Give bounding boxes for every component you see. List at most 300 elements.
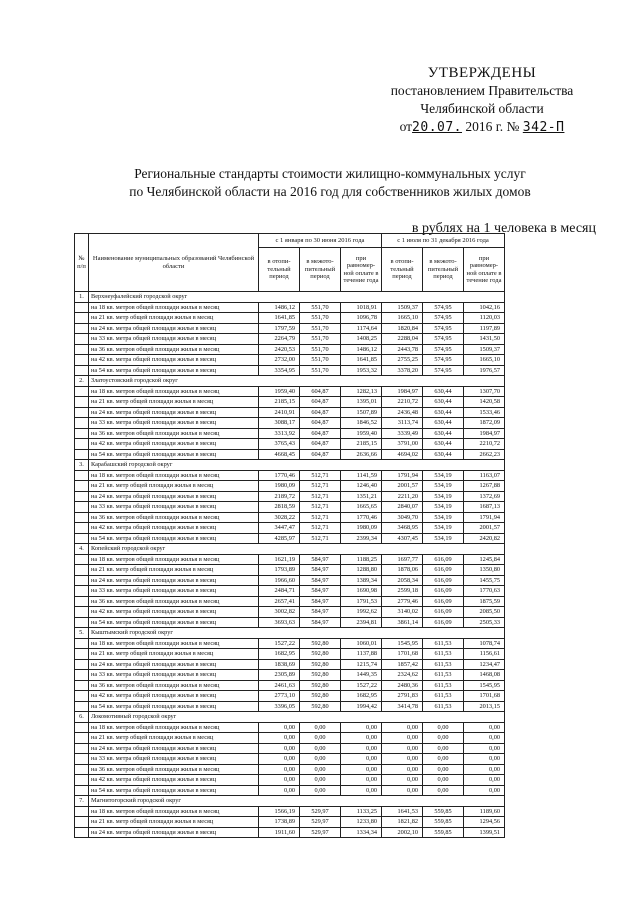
value-cell: 2264,79 [259, 334, 300, 345]
row-number-cell [75, 722, 89, 733]
value-cell: 0,00 [464, 733, 505, 744]
table-row [75, 743, 505, 754]
group-row [75, 796, 505, 807]
date-prefix: от [399, 119, 413, 134]
row-number-cell [75, 659, 89, 670]
value-cell: 592,80 [300, 670, 341, 681]
group-row [75, 712, 505, 723]
value-cell: 611,53 [423, 670, 464, 681]
value-cell: 1420,58 [464, 397, 505, 408]
value-cell: 0,00 [464, 785, 505, 796]
value-cell: 592,80 [300, 659, 341, 670]
value-cell: 559,85 [423, 817, 464, 828]
value-cell: 630,44 [423, 407, 464, 418]
value-cell: 1468,08 [464, 670, 505, 681]
value-cell: 2443,78 [382, 344, 423, 355]
value-cell: 3414,78 [382, 701, 423, 712]
value-cell: 0,00 [300, 754, 341, 765]
table-row [75, 817, 505, 828]
value-cell: 1245,84 [464, 554, 505, 565]
row-label: на 33 кв. метра общей площади жилья в месяц [89, 670, 259, 681]
group-number: 7. [75, 796, 89, 807]
value-cell: 2461,63 [259, 680, 300, 691]
value-cell: 1875,59 [464, 596, 505, 607]
value-cell: 2013,15 [464, 701, 505, 712]
value-cell: 1188,25 [341, 554, 382, 565]
row-number-cell [75, 365, 89, 376]
value-cell: 1096,78 [341, 313, 382, 324]
value-cell: 551,70 [300, 344, 341, 355]
date-value: 20.07. [412, 120, 463, 135]
table-row [75, 659, 505, 670]
table-row [75, 439, 505, 450]
approval-issuer: постановлением Правительства [390, 83, 574, 98]
row-label: на 18 кв. метров общей площади жилья в месяц [89, 302, 259, 313]
table-row [75, 407, 505, 418]
row-label: на 21 кв. метр общей площади жилья в месяц [89, 313, 259, 324]
value-cell: 3140,02 [382, 607, 423, 618]
value-cell: 1697,77 [382, 554, 423, 565]
row-number-cell [75, 701, 89, 712]
table-row [75, 775, 505, 786]
value-cell: 1872,09 [464, 418, 505, 429]
value-cell: 2480,36 [382, 680, 423, 691]
group-name: Магнитогорский городской округ [89, 796, 505, 807]
value-cell: 1797,59 [259, 323, 300, 334]
value-cell: 0,00 [300, 743, 341, 754]
value-cell: 2189,72 [259, 491, 300, 502]
group-name: Карабашский городской округ [89, 460, 505, 471]
value-cell: 592,80 [300, 649, 341, 660]
value-cell: 584,97 [300, 575, 341, 586]
value-cell: 1665,10 [382, 313, 423, 324]
table-row [75, 638, 505, 649]
value-cell: 3028,22 [259, 512, 300, 523]
value-cell: 1233,80 [341, 817, 382, 828]
value-cell: 534,19 [423, 491, 464, 502]
value-cell: 1791,53 [341, 596, 382, 607]
row-label: на 36 кв. метров общей площади жилья в месяц [89, 512, 259, 523]
row-number-cell [75, 355, 89, 366]
table-row [75, 754, 505, 765]
value-cell: 1770,46 [341, 512, 382, 523]
table-row [75, 565, 505, 576]
table-row [75, 670, 505, 681]
value-cell: 1791,94 [464, 512, 505, 523]
group-row [75, 376, 505, 387]
value-cell: 1641,53 [382, 806, 423, 817]
value-cell: 1770,63 [464, 586, 505, 597]
value-cell: 1189,60 [464, 806, 505, 817]
value-cell: 1156,61 [464, 649, 505, 660]
row-label: на 21 кв. метр общей площади жилья в месяц [89, 649, 259, 660]
value-cell: 534,19 [423, 523, 464, 534]
value-cell: 1878,06 [382, 565, 423, 576]
table-row [75, 365, 505, 376]
value-cell: 616,09 [423, 554, 464, 565]
value-cell: 3468,95 [382, 523, 423, 534]
value-cell: 1980,09 [341, 523, 382, 534]
row-number-cell [75, 397, 89, 408]
value-cell: 1137,88 [341, 649, 382, 660]
value-cell: 1533,46 [464, 407, 505, 418]
value-cell: 1042,16 [464, 302, 505, 313]
value-cell: 1911,60 [259, 827, 300, 838]
row-label: на 18 кв. метров общей площади жилья в месяц [89, 386, 259, 397]
group-number: 6. [75, 712, 89, 723]
approval-date-line [372, 118, 592, 137]
value-cell: 2732,00 [259, 355, 300, 366]
row-number-cell [75, 302, 89, 313]
value-cell: 3354,95 [259, 365, 300, 376]
row-label: на 42 кв. метра общей площади жилья в месяц [89, 523, 259, 534]
value-cell: 1215,74 [341, 659, 382, 670]
value-cell: 2185,15 [259, 397, 300, 408]
row-number-cell [75, 607, 89, 618]
value-cell: 611,53 [423, 691, 464, 702]
row-label: на 18 кв. метров общей площади жилья в месяц [89, 806, 259, 817]
value-cell: 604,87 [300, 439, 341, 450]
row-number-cell [75, 344, 89, 355]
value-cell: 1953,32 [341, 365, 382, 376]
table-row [75, 418, 505, 429]
value-cell: 1509,37 [464, 344, 505, 355]
value-cell: 604,87 [300, 397, 341, 408]
table-row [75, 428, 505, 439]
value-cell: 2210,72 [382, 397, 423, 408]
value-cell: 574,95 [423, 313, 464, 324]
row-number-cell [75, 439, 89, 450]
value-cell: 604,87 [300, 418, 341, 429]
row-label: на 21 кв. метр общей площади жилья в месяц [89, 733, 259, 744]
value-cell: 0,00 [259, 743, 300, 754]
value-cell: 0,00 [382, 733, 423, 744]
value-cell: 512,71 [300, 523, 341, 534]
value-cell: 1060,01 [341, 638, 382, 649]
title-line-1: Региональные стандарты стоимости жилищно-коммунальных услуг [134, 166, 526, 181]
value-cell: 2436,48 [382, 407, 423, 418]
value-cell: 0,00 [464, 764, 505, 775]
row-label: на 21 кв. метр общей площади жилья в месяц [89, 481, 259, 492]
table-row [75, 701, 505, 712]
value-cell: 529,97 [300, 806, 341, 817]
value-cell: 534,19 [423, 512, 464, 523]
table-row [75, 481, 505, 492]
row-label: на 18 кв. метров общей площади жилья в месяц [89, 722, 259, 733]
value-cell: 0,00 [382, 743, 423, 754]
row-number-cell [75, 733, 89, 744]
table-row [75, 607, 505, 618]
row-label: на 18 кв. метров общей площади жилья в месяц [89, 470, 259, 481]
group-name: Верхнеуфалейский городской округ [89, 292, 505, 303]
value-cell: 1621,19 [259, 554, 300, 565]
row-number-cell [75, 491, 89, 502]
group-number: 2. [75, 376, 89, 387]
row-label: на 33 кв. метра общей площади жилья в месяц [89, 586, 259, 597]
value-cell: 0,00 [259, 764, 300, 775]
group-name: Кыштымский городской округ [89, 628, 505, 639]
row-label: на 54 кв. метра общей площади жилья в месяц [89, 449, 259, 460]
value-cell: 0,00 [341, 722, 382, 733]
value-cell: 630,44 [423, 386, 464, 397]
value-cell: 534,19 [423, 470, 464, 481]
row-number-cell [75, 775, 89, 786]
row-label: на 24 кв. метра общей площади жилья в месяц [89, 323, 259, 334]
value-cell: 2211,20 [382, 491, 423, 502]
table-row [75, 806, 505, 817]
row-number-cell [75, 512, 89, 523]
value-cell: 3791,00 [382, 439, 423, 450]
value-cell: 1857,42 [382, 659, 423, 670]
value-cell: 1682,95 [259, 649, 300, 660]
table-row [75, 617, 505, 628]
row-number-cell [75, 764, 89, 775]
value-cell: 1846,52 [341, 418, 382, 429]
value-cell: 0,00 [423, 733, 464, 744]
value-cell: 630,44 [423, 397, 464, 408]
table-row [75, 512, 505, 523]
value-cell: 0,00 [300, 775, 341, 786]
row-number-cell [75, 670, 89, 681]
value-cell: 512,71 [300, 533, 341, 544]
row-label: на 42 кв. метра общей площади жилья в месяц [89, 691, 259, 702]
value-cell: 1133,25 [341, 806, 382, 817]
value-cell: 512,71 [300, 481, 341, 492]
table-row [75, 764, 505, 775]
value-cell: 0,00 [259, 733, 300, 744]
value-cell: 592,80 [300, 701, 341, 712]
value-cell: 1395,01 [341, 397, 382, 408]
value-cell: 0,00 [423, 722, 464, 733]
value-cell: 3088,17 [259, 418, 300, 429]
value-cell: 1288,80 [341, 565, 382, 576]
value-cell: 4285,97 [259, 533, 300, 544]
row-label: на 54 кв. метра общей площади жилья в месяц [89, 617, 259, 628]
header-name: Наименование муниципальных образований Челябинской области [89, 234, 259, 292]
value-cell: 1738,89 [259, 817, 300, 828]
header-sub-heating-1: в отопи-тельный период [259, 248, 300, 292]
row-number-cell [75, 407, 89, 418]
table-row [75, 827, 505, 838]
value-cell: 534,19 [423, 533, 464, 544]
value-cell: 0,00 [259, 722, 300, 733]
header-sub-even-2: при равномер-ной оплате в течение года [464, 248, 505, 292]
value-cell: 611,53 [423, 701, 464, 712]
value-cell: 2394,81 [341, 617, 382, 628]
value-cell: 616,09 [423, 607, 464, 618]
table-row [75, 355, 505, 366]
value-cell: 1641,85 [259, 313, 300, 324]
value-cell: 0,00 [423, 764, 464, 775]
value-cell: 3378,20 [382, 365, 423, 376]
date-mid: 2016 г. № [465, 119, 520, 134]
value-cell: 0,00 [341, 754, 382, 765]
value-cell: 1527,22 [341, 680, 382, 691]
standards-table [74, 233, 505, 838]
group-row [75, 544, 505, 555]
row-number-cell [75, 638, 89, 649]
document-title [60, 165, 600, 201]
value-cell: 592,80 [300, 680, 341, 691]
group-number: 5. [75, 628, 89, 639]
row-number-cell [75, 596, 89, 607]
value-cell: 529,97 [300, 817, 341, 828]
value-cell: 1984,97 [382, 386, 423, 397]
value-cell: 1984,97 [464, 428, 505, 439]
value-cell: 3765,43 [259, 439, 300, 450]
value-cell: 2058,34 [382, 575, 423, 586]
row-label: на 24 кв. метра общей площади жилья в месяц [89, 827, 259, 838]
value-cell: 604,87 [300, 386, 341, 397]
value-cell: 2410,91 [259, 407, 300, 418]
value-cell: 3447,47 [259, 523, 300, 534]
row-label: на 42 кв. метра общей площади жилья в месяц [89, 775, 259, 786]
value-cell: 592,80 [300, 691, 341, 702]
value-cell: 2657,41 [259, 596, 300, 607]
value-cell: 630,44 [423, 428, 464, 439]
row-number-cell [75, 470, 89, 481]
group-row [75, 460, 505, 471]
value-cell: 0,00 [423, 754, 464, 765]
value-cell: 2001,57 [464, 523, 505, 534]
value-cell: 529,97 [300, 827, 341, 838]
value-cell: 1665,65 [341, 502, 382, 513]
value-cell: 630,44 [423, 418, 464, 429]
row-number-cell [75, 649, 89, 660]
value-cell: 1545,95 [382, 638, 423, 649]
table-row [75, 680, 505, 691]
group-name: Златоустовский городской округ [89, 376, 505, 387]
value-cell: 584,97 [300, 586, 341, 597]
row-number-cell [75, 449, 89, 460]
value-cell: 3049,70 [382, 512, 423, 523]
value-cell: 616,09 [423, 586, 464, 597]
value-cell: 584,97 [300, 596, 341, 607]
value-cell: 0,00 [382, 785, 423, 796]
table-row [75, 523, 505, 534]
value-cell: 1976,57 [464, 365, 505, 376]
value-cell: 0,00 [423, 743, 464, 754]
value-cell: 592,80 [300, 638, 341, 649]
value-cell: 1350,80 [464, 565, 505, 576]
approval-block [372, 64, 592, 137]
row-label: на 54 кв. метра общей площади жилья в месяц [89, 701, 259, 712]
value-cell: 4307,45 [382, 533, 423, 544]
value-cell: 0,00 [341, 733, 382, 744]
row-number-cell [75, 334, 89, 345]
title-line-2: по Челябинской области на 2016 год для собственников жилых домов [129, 184, 531, 199]
row-number-cell [75, 827, 89, 838]
group-row [75, 292, 505, 303]
value-cell: 1959,40 [341, 428, 382, 439]
table-row [75, 575, 505, 586]
value-cell: 0,00 [341, 743, 382, 754]
value-cell: 584,97 [300, 617, 341, 628]
value-cell: 551,70 [300, 365, 341, 376]
row-label: на 36 кв. метров общей площади жилья в месяц [89, 428, 259, 439]
row-label: на 36 кв. метров общей площади жилья в месяц [89, 764, 259, 775]
value-cell: 1486,12 [259, 302, 300, 313]
value-cell: 551,70 [300, 323, 341, 334]
value-cell: 1078,74 [464, 638, 505, 649]
value-cell: 1307,70 [464, 386, 505, 397]
value-cell: 2773,10 [259, 691, 300, 702]
row-number-cell [75, 323, 89, 334]
row-label: на 36 кв. метров общей площади жилья в месяц [89, 680, 259, 691]
value-cell: 1018,91 [341, 302, 382, 313]
value-cell: 512,71 [300, 502, 341, 513]
value-cell: 0,00 [300, 785, 341, 796]
value-cell: 1197,89 [464, 323, 505, 334]
value-cell: 1690,98 [341, 586, 382, 597]
value-cell: 2399,34 [341, 533, 382, 544]
value-cell: 1174,64 [341, 323, 382, 334]
row-label: на 54 кв. метра общей площади жилья в месяц [89, 785, 259, 796]
value-cell: 611,53 [423, 659, 464, 670]
table-row [75, 449, 505, 460]
value-cell: 0,00 [341, 785, 382, 796]
group-name: Копейский городской округ [89, 544, 505, 555]
value-cell: 574,95 [423, 365, 464, 376]
value-cell: 1545,95 [464, 680, 505, 691]
value-cell: 0,00 [464, 775, 505, 786]
value-cell: 3113,74 [382, 418, 423, 429]
row-label: на 33 кв. метра общей площади жилья в месяц [89, 754, 259, 765]
value-cell: 1701,68 [464, 691, 505, 702]
value-cell: 1486,12 [341, 344, 382, 355]
row-number-cell [75, 523, 89, 534]
value-cell: 512,71 [300, 512, 341, 523]
value-cell: 1163,07 [464, 470, 505, 481]
value-cell: 1334,34 [341, 827, 382, 838]
value-cell: 0,00 [341, 775, 382, 786]
value-cell: 1701,68 [382, 649, 423, 660]
value-cell: 1372,69 [464, 491, 505, 502]
value-cell: 2755,25 [382, 355, 423, 366]
row-label: на 18 кв. метров общей площади жилья в месяц [89, 638, 259, 649]
value-cell: 0,00 [300, 733, 341, 744]
table-row [75, 313, 505, 324]
value-cell: 1120,03 [464, 313, 505, 324]
value-cell: 2636,66 [341, 449, 382, 460]
value-cell: 616,09 [423, 565, 464, 576]
value-cell: 2305,89 [259, 670, 300, 681]
value-cell: 512,71 [300, 491, 341, 502]
row-label: на 24 кв. метра общей площади жилья в месяц [89, 659, 259, 670]
approval-heading: УТВЕРЖДЕНЫ [427, 65, 537, 81]
value-cell: 534,19 [423, 502, 464, 513]
value-cell: 0,00 [464, 743, 505, 754]
row-label: на 54 кв. метра общей площади жилья в месяц [89, 533, 259, 544]
row-number-cell [75, 586, 89, 597]
row-label: на 24 кв. метра общей площади жилья в месяц [89, 407, 259, 418]
value-cell: 616,09 [423, 617, 464, 628]
value-cell: 0,00 [300, 722, 341, 733]
value-cell: 2085,50 [464, 607, 505, 618]
value-cell: 0,00 [464, 722, 505, 733]
value-cell: 0,00 [423, 785, 464, 796]
table-row [75, 691, 505, 702]
value-cell: 584,97 [300, 554, 341, 565]
value-cell: 1509,37 [382, 302, 423, 313]
value-cell: 616,09 [423, 575, 464, 586]
table-row [75, 586, 505, 597]
value-cell: 1351,21 [341, 491, 382, 502]
header-sub-even-1: при равномер-ной оплате в течение года [341, 248, 382, 292]
value-cell: 1641,85 [341, 355, 382, 366]
value-cell: 551,70 [300, 334, 341, 345]
group-number: 1. [75, 292, 89, 303]
